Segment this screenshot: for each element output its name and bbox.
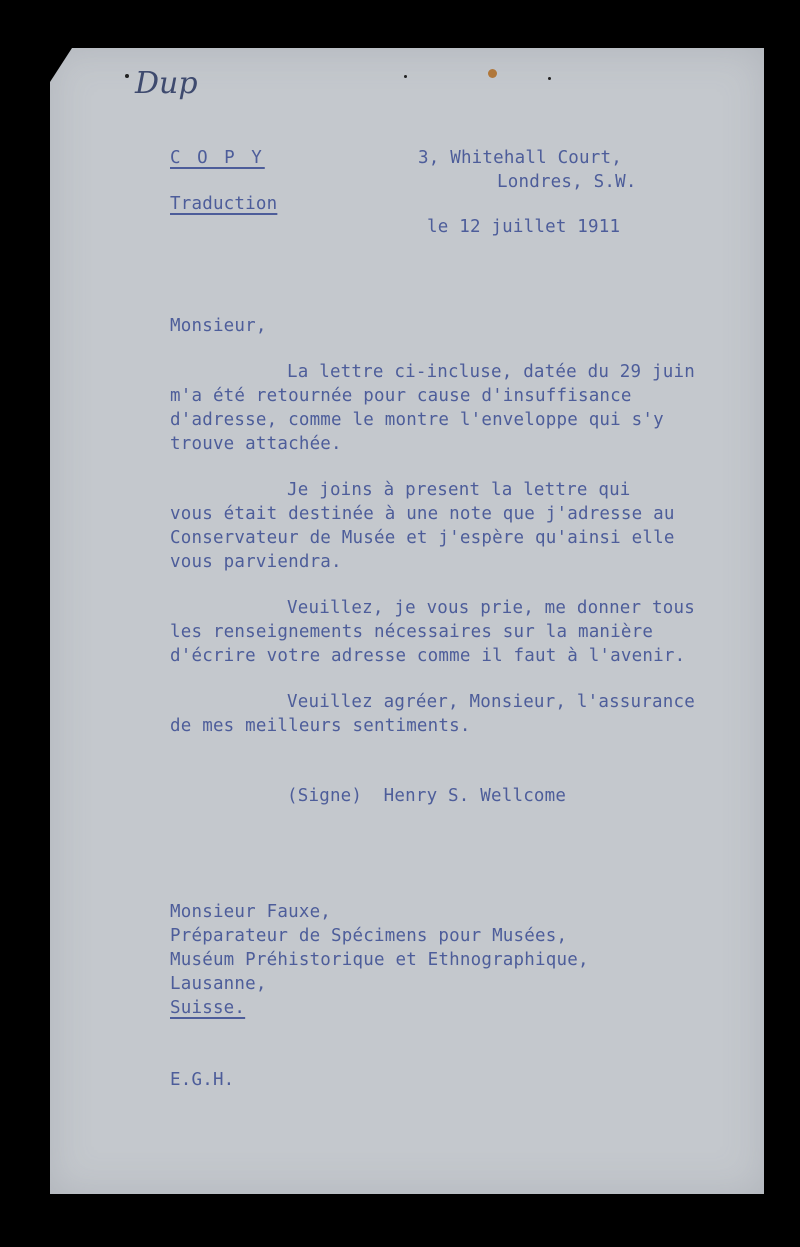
recipient-line: Lausanne, [170,974,267,994]
salutation: Monsieur, [170,316,267,336]
paragraph-2-line: Je joins à present la lettre qui [287,480,631,500]
pin-hole [548,77,551,80]
paragraph-3-line: les renseignements nécessaires sur la manière [170,622,654,642]
recipient-country: Suisse. [170,998,246,1018]
recipient-line: Monsieur Fauxe, [170,902,332,922]
recipient-line: Muséum Préhistorique et Ethnographique, [170,950,589,970]
paragraph-3-line: Veuillez, je vous prie, me donner tous [287,598,695,618]
paragraph-3-line: d'écrire votre adresse comme il faut à l'avenir. [170,646,686,666]
paragraph-1-line: La lettre ci-incluse, datée du 29 juin [287,362,695,382]
paragraph-2-line: Conservateur de Musée et j'espère qu'ainsi elle [170,528,675,548]
traduction-label: Traduction [170,194,278,214]
paragraph-2-line: vous était destinée à une note que j'adresse au [170,504,675,524]
signature: (Signe) Henry S. Wellcome [287,786,567,806]
address-line-1: 3, Whitehall Court, [418,148,622,168]
handwritten-annotation: Dup [135,66,198,101]
address-line-2: Londres, S.W. [497,172,637,192]
paragraph-1-line: d'adresse, comme le montre l'enveloppe qui s'y [170,410,664,430]
typist-initials: E.G.H. [170,1070,235,1090]
pin-hole [404,75,407,78]
copy-label: C O P Y [170,148,265,168]
paragraph-2-line: vous parviendra. [170,552,342,572]
rust-spot [488,69,497,78]
pin-hole [125,74,129,78]
letter-date: le 12 juillet 1911 [427,217,621,237]
paragraph-4-line: Veuillez agréer, Monsieur, l'assurance [287,692,695,712]
paragraph-4-line: de mes meilleurs sentiments. [170,716,471,736]
recipient-line: Préparateur de Spécimens pour Musées, [170,926,568,946]
paragraph-1-line: m'a été retournée pour cause d'insuffisance [170,386,632,406]
paragraph-1-line: trouve attachée. [170,434,342,454]
